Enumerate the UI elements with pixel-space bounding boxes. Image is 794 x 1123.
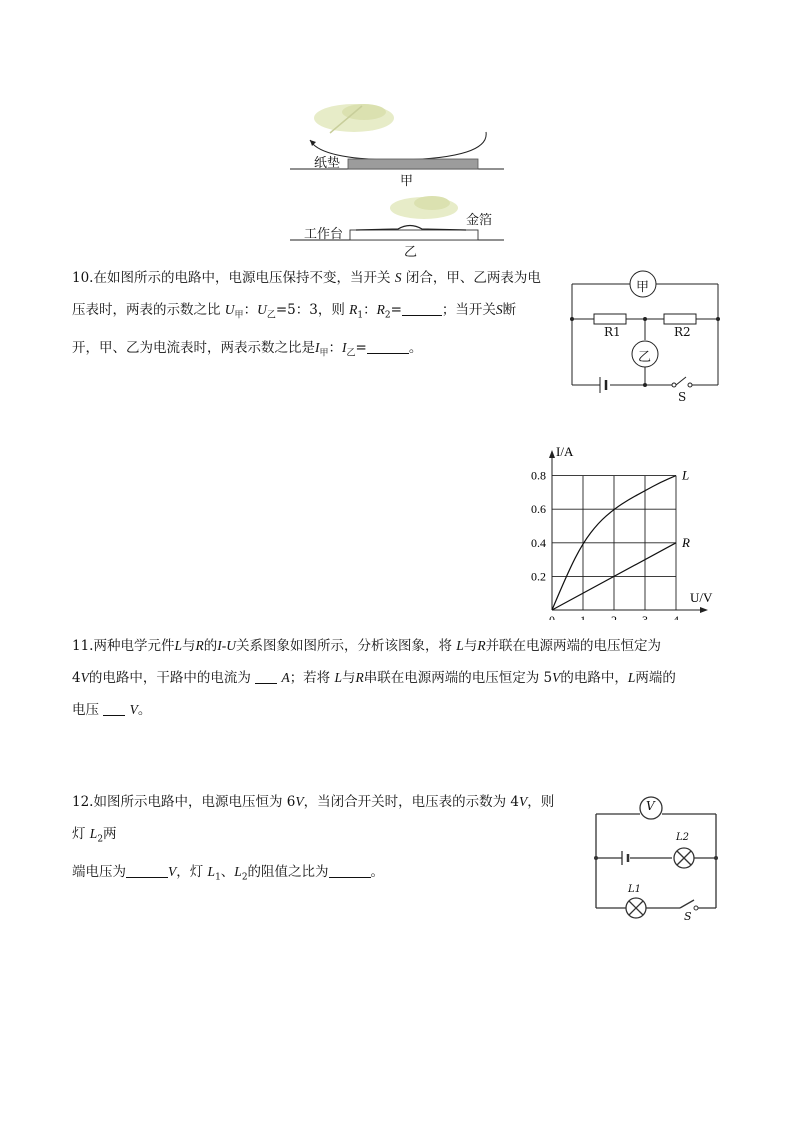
x-axis-label: U/V <box>690 590 713 605</box>
switch-label-q12: S <box>684 910 692 923</box>
x-tick-label: 0 <box>549 613 555 620</box>
question-12 <box>72 786 554 893</box>
iu-chart-svg <box>514 440 724 620</box>
q12-line-1: 12.如图所示电路中，电源电压恒为 6V，当闭合开关时，电压表的示数为 4V，则 <box>72 794 555 810</box>
q10-line-2: 压表时，两表的示数之比 $U_甲$：$U_乙=5$：3，则 $R_1$：$R_2=$ ；当开关S断 <box>72 302 517 321</box>
label-yi-figure: 乙 <box>404 245 418 260</box>
x-tick-label: 3 <box>642 613 648 620</box>
iu-chart <box>514 440 724 620</box>
q10-line-1: 10.在如图所示的电路中，电源电压保持不变，当开关 S 闭合，甲、乙两表为电 <box>72 270 541 286</box>
series-label-R: R <box>682 534 690 550</box>
workbench-block <box>350 230 478 240</box>
q12-line-3: 端电压为 V，灯 $L_1$、$L_2$的阻值之比为 。 <box>72 863 385 883</box>
lamp-l2-label: L2 <box>676 832 690 843</box>
answer-blank-q12-1[interactable] <box>126 863 168 878</box>
q11-line-3: 电压 V。 <box>72 702 152 718</box>
meter-jia-label: 甲 <box>636 280 650 295</box>
circuit-diagram-q12 <box>586 794 726 924</box>
resistor-r2 <box>664 314 696 324</box>
y-tick-label: 0.2 <box>531 569 546 584</box>
r2-label: R2 <box>674 325 691 339</box>
switch-blade <box>676 377 686 385</box>
q12-line-2: 灯 $L_2$两 <box>72 826 117 845</box>
answer-blank-q11-1[interactable] <box>255 669 277 684</box>
q10-line-3: 开，甲、乙为电流表时，两表示数之比是$I_甲$：$I_乙=$ 。 <box>72 339 423 359</box>
q11-line-2: 4V的电路中，干路中的电流为 A；若将 L与R串联在电源两端的电压恒定为 5V的电路中，L两端的 <box>72 670 676 686</box>
paper-pad <box>348 159 478 169</box>
switch-blade-q12 <box>680 900 694 908</box>
question-11 <box>72 630 676 726</box>
x-axis-arrow <box>700 607 708 613</box>
label-workbench: 工作台 <box>304 227 344 242</box>
chart-grid <box>552 476 676 610</box>
x-tick-label: 1 <box>580 613 586 620</box>
x-tick-label: 2 <box>611 613 617 620</box>
answer-blank-q12-2[interactable] <box>329 863 371 878</box>
q11-line-1: 11.两种电学元件L与R的I-U关系图象如图所示，分析该图象，将 L与R并联在电源两端的电压恒定为 <box>72 638 662 654</box>
meter-yi-label: 乙 <box>638 350 652 365</box>
switch-label: S <box>678 390 687 404</box>
y-axis-label: I/A <box>556 444 574 459</box>
series-label-L: L <box>682 467 690 483</box>
y-tick-label: 0.4 <box>531 535 546 550</box>
lamp-l1-label: L1 <box>628 884 642 895</box>
answer-blank-q11-2[interactable] <box>103 701 125 716</box>
y-tick-label: 0.6 <box>531 502 546 517</box>
r1-label: R1 <box>604 325 621 339</box>
answer-blank-q10-1[interactable] <box>402 301 442 316</box>
gold-foil <box>356 226 466 231</box>
x-tick-label: 4 <box>673 613 679 620</box>
circuit-q12-svg <box>586 794 726 924</box>
label-gold-foil: 金箔 <box>466 213 493 228</box>
y-axis-arrow <box>549 450 555 458</box>
question-10 <box>72 262 541 369</box>
chart-labels <box>531 444 713 620</box>
circuit-diagram-q10 <box>566 264 726 406</box>
resistor-r1 <box>594 314 626 324</box>
answer-blank-q10-2[interactable] <box>367 339 409 354</box>
label-jia-figure: 甲 <box>400 174 414 189</box>
arc-arrow <box>310 140 316 146</box>
label-paper-pad: 纸垫 <box>314 156 341 171</box>
y-tick-label: 0.8 <box>531 468 546 483</box>
voltmeter-label: V <box>646 799 655 813</box>
figure-feather-experiment <box>280 88 520 258</box>
